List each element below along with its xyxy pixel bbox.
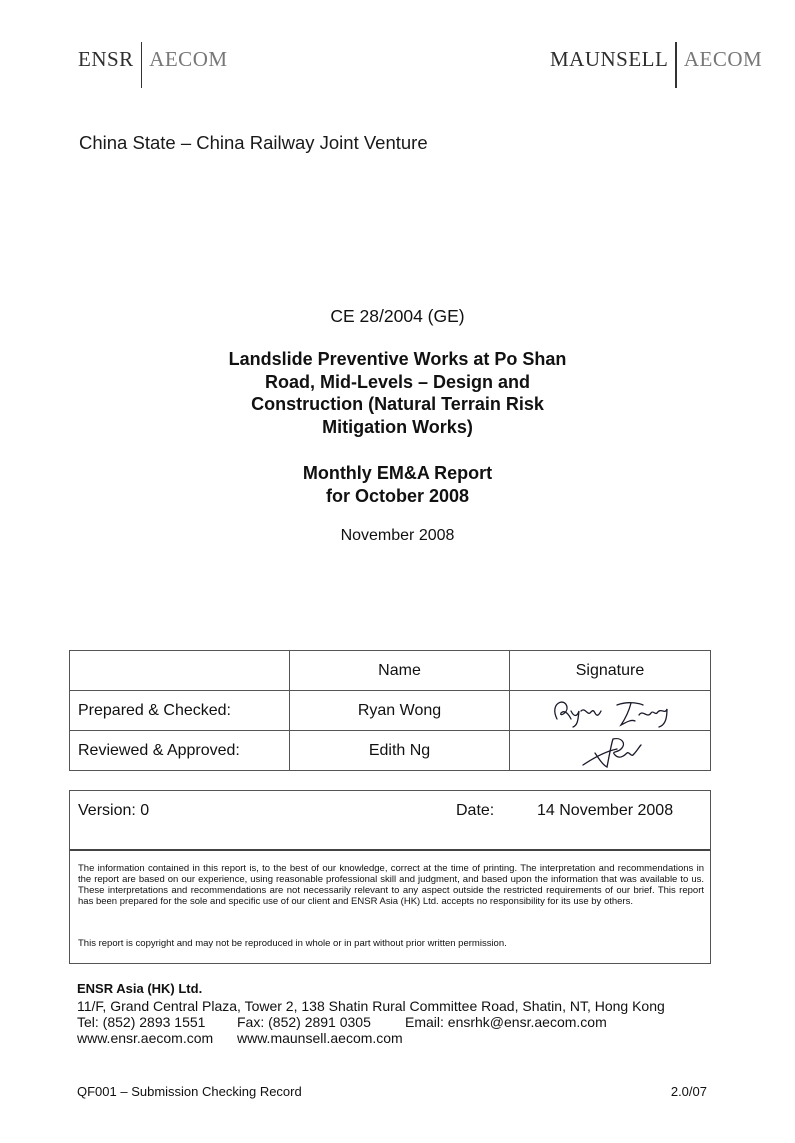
- form-revision: 2.0/07: [670, 1084, 707, 1099]
- signature-cell: [510, 691, 711, 731]
- maunsell-logo-text: MAUNSELL: [550, 46, 669, 71]
- maunsell-aecom-logo: [550, 36, 762, 82]
- contract-reference: CE 28/2004 (GE): [330, 306, 465, 326]
- report-line: for October 2008: [325, 485, 470, 506]
- header-name: Name: [290, 651, 510, 691]
- aecom-logo-text: AECOM: [683, 46, 763, 71]
- title-line: Road, Mid-Levels – Design and: [264, 371, 531, 392]
- table-header-row: [70, 651, 711, 691]
- company-name: ENSR Asia (HK) Ltd.: [77, 981, 203, 996]
- disclaimer-text: The information contained in this report is, to the best of our knowledge, correct at the time of printing. The interpretation and recommendations in the report are based on our experience, using reasonable professional skill and judgment, and based upon the information that was available to us. These interpretations and recommendations are not necessarily relevant to any aspect outside the restricted requirements of our brief. This report has been prepared for the sole and specific use of our client and ENSR Asia (HK) Ltd. accepts no responsibility for its use by others.: [78, 863, 704, 907]
- version-box: [69, 790, 711, 964]
- web-line: [77, 1030, 665, 1046]
- table-row: [70, 691, 711, 731]
- signature-ryan-wong: [535, 693, 685, 729]
- date-label: Date:: [456, 802, 495, 819]
- contact-line: [77, 1014, 665, 1030]
- signature-cell: [510, 731, 711, 771]
- signature-edith-ng: [535, 733, 685, 769]
- name-cell: Ryan Wong: [290, 691, 510, 731]
- logo-divider: [675, 42, 677, 88]
- website-link[interactable]: www.ensr.aecom.com: [77, 1030, 214, 1046]
- table-row: [70, 731, 711, 771]
- title-line: Construction (Natural Terrain Risk: [251, 394, 544, 414]
- copyright-text: This report is copyright and may not be reproduced in whole or in part without prior written permission.: [78, 938, 507, 949]
- ensr-aecom-logo: [78, 36, 228, 82]
- role-cell: Reviewed & Approved:: [70, 731, 290, 771]
- fax-text: Fax: (852) 2891 0305: [237, 1014, 371, 1030]
- name-cell: Edith Ng: [290, 731, 510, 771]
- tel-text: Tel: (852) 2893 1551: [77, 1014, 206, 1030]
- ensr-logo-text: ENSR: [78, 46, 134, 71]
- role-cell: Prepared & Checked:: [70, 691, 290, 731]
- header-signature: Signature: [510, 651, 711, 691]
- aecom-logo-text: AECOM: [149, 46, 228, 71]
- title-line: Mitigation Works): [322, 416, 473, 437]
- title-line: Landslide Preventive Works at Po Shan: [228, 349, 567, 369]
- report-date: November 2008: [340, 527, 455, 544]
- date-value: 14 November 2008: [537, 802, 674, 819]
- version-label: Version: 0: [78, 802, 150, 819]
- report-name: [0, 462, 795, 507]
- header-blank-cell: [70, 651, 290, 691]
- logo-divider: [141, 42, 143, 88]
- report-line: Monthly EM&A Report: [302, 463, 493, 483]
- address-line: 11/F, Grand Central Plaza, Tower 2, 138 Shatin Rural Committee Road, Shatin, NT, Hong Kong: [77, 998, 665, 1014]
- website-link[interactable]: www.maunsell.aecom.com: [237, 1030, 403, 1046]
- document-title: [0, 348, 795, 438]
- client-name: China State – China Railway Joint Venture: [79, 132, 428, 153]
- signature-table: [69, 650, 711, 771]
- email-text: Email: ensrhk@ensr.aecom.com: [405, 1014, 607, 1030]
- form-reference: QF001 – Submission Checking Record: [77, 1084, 302, 1099]
- company-address-block: [77, 998, 665, 1046]
- divider: [70, 849, 710, 851]
